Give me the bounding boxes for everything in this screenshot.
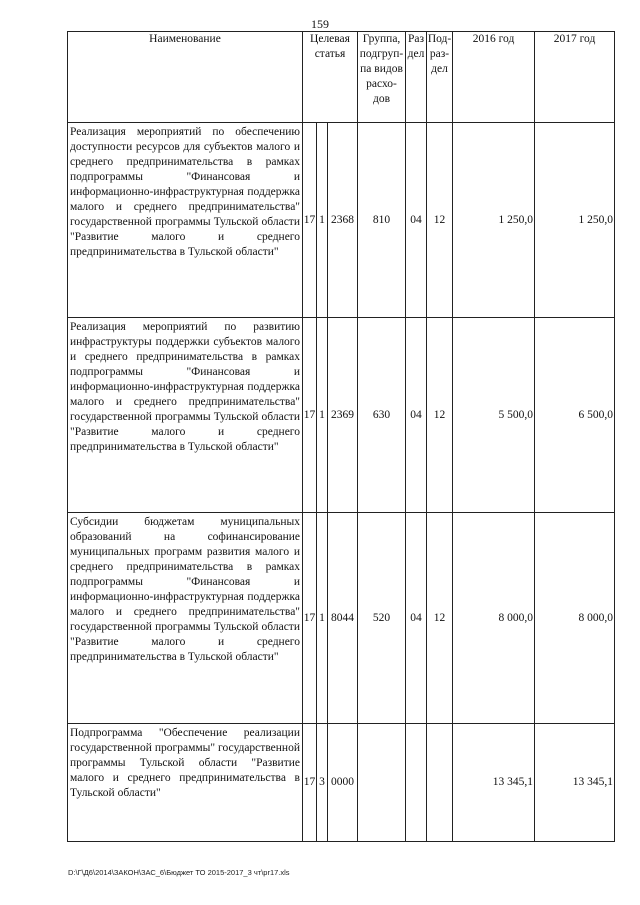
table-row (68, 318, 615, 513)
header-group-line: дов (373, 93, 391, 105)
row-name: Подпрограмма "Обеспечение реализации государственной программы" государственной программы Тульской области "Развитие малого и среднего предпринимательства в Тульской области" (68, 724, 303, 842)
row-amount-2017: 8 000,0 (535, 513, 615, 724)
header-target-article (303, 32, 358, 123)
row-amount-2016: 1 250,0 (453, 123, 535, 318)
table-row (68, 724, 615, 842)
header-subsection (427, 32, 453, 123)
row-amount-2017: 13 345,1 (535, 724, 615, 842)
header-target-line: Целевая (310, 33, 350, 45)
header-section-line: Раз (407, 33, 425, 45)
row-amount-2017: 6 500,0 (535, 318, 615, 513)
row-group: 630 (358, 318, 406, 513)
row-target-code: 0000 (328, 724, 358, 842)
table-row (68, 513, 615, 724)
header-year-2016: 2016 год (453, 32, 535, 123)
header-row (68, 32, 615, 123)
row-amount-2016: 5 500,0 (453, 318, 535, 513)
row-target-subprogram: 1 (317, 318, 328, 513)
row-name: Реализация мероприятий по обеспечению доступности ресурсов для субъектов малого и среднего предпринимательства в рамках подпрограммы "Финансовая и информационно-инфраструктурная поддержка малого и среднего предпринимательства" государственной программы Тульской области "Развитие малого и среднего предпринимательства в Тульской области" (68, 123, 303, 318)
row-group: 520 (358, 513, 406, 724)
budget-table (67, 31, 615, 842)
row-target-code: 2368 (328, 123, 358, 318)
row-target-program: 17 (303, 123, 317, 318)
row-target-subprogram: 3 (317, 724, 328, 842)
row-target-program: 17 (303, 318, 317, 513)
table-row (68, 123, 615, 318)
header-group (358, 32, 406, 123)
header-year-2017: 2017 год (535, 32, 615, 123)
row-subsection: 12 (427, 318, 453, 513)
row-name: Субсидии бюджетам муниципальных образований на софинансирование муниципальных программ развития малого и среднего предпринимательства в рамках подпрограммы "Финансовая и информационно-инфраструктурная поддержка малого и среднего предпринимательства" государственной программы Тульской области "Развитие малого и среднего предпринимательства в Тульской области" (68, 513, 303, 724)
row-target-program: 17 (303, 724, 317, 842)
header-section-line: дел (407, 48, 425, 60)
row-group (358, 724, 406, 842)
header-group-line: расхо- (366, 78, 397, 90)
row-target-code: 2369 (328, 318, 358, 513)
header-subsection-line: Под- (427, 33, 452, 45)
row-amount-2017: 1 250,0 (535, 123, 615, 318)
header-group-line: па видов (360, 63, 403, 75)
row-name: Реализация мероприятий по развитию инфраструктуры поддержки субъектов малого и среднего предпринимательства в рамках подпрограммы "Финансовая и информационно-инфраструктурная поддержка малого и среднего предпринимательства" государственной программы Тульской области "Развитие малого и среднего предпринимательства в Тульской области" (68, 318, 303, 513)
row-amount-2016: 13 345,1 (453, 724, 535, 842)
row-section: 04 (406, 318, 427, 513)
row-group: 810 (358, 123, 406, 318)
header-target-line: статья (314, 48, 346, 60)
row-section: 04 (406, 513, 427, 724)
row-subsection (427, 724, 453, 842)
row-section (406, 724, 427, 842)
row-target-subprogram: 1 (317, 513, 328, 724)
row-target-program: 17 (303, 513, 317, 724)
row-target-subprogram: 1 (317, 123, 328, 318)
header-subsection-line: раз- (429, 48, 450, 60)
header-name: Наименование (68, 32, 303, 123)
file-path-footer: D:\Г\Д6\2014\ЗАКОН\ЗАС_6\Бюджет ТО 2015-2017_3 чт\pr17.xls (68, 868, 290, 877)
row-section: 04 (406, 123, 427, 318)
header-subsection-line: дел (431, 63, 448, 75)
row-amount-2016: 8 000,0 (453, 513, 535, 724)
row-target-code: 8044 (328, 513, 358, 724)
header-section (406, 32, 427, 123)
header-group-line: подгруп- (359, 48, 404, 60)
row-subsection: 12 (427, 513, 453, 724)
row-subsection: 12 (427, 123, 453, 318)
page-number: 159 (311, 17, 329, 31)
header-group-line: Группа, (362, 33, 401, 45)
